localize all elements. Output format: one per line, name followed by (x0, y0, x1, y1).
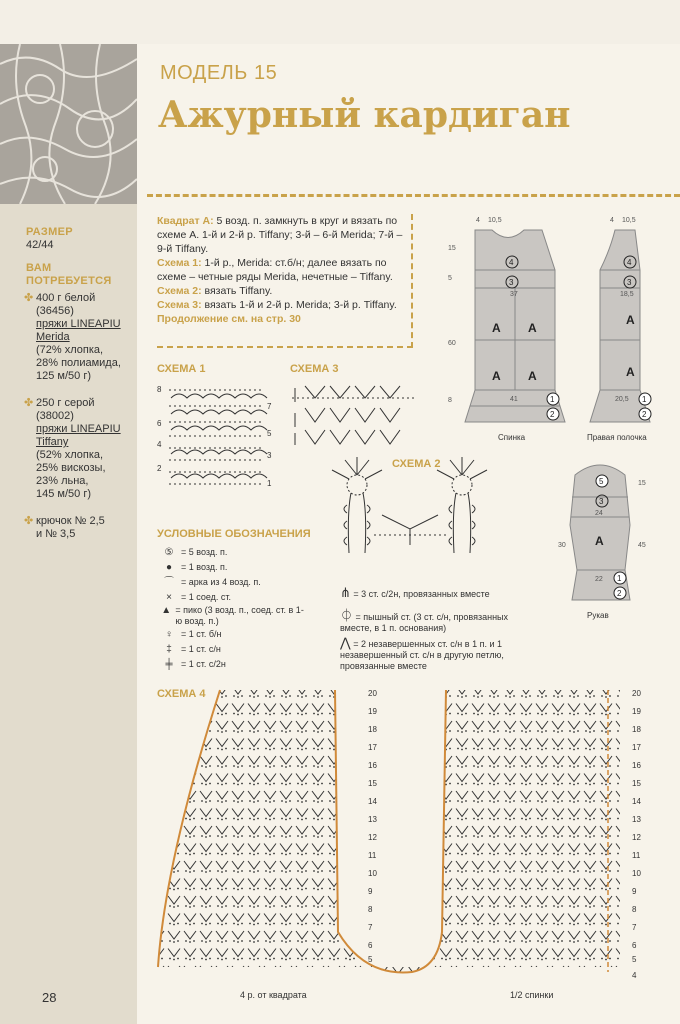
legend-heading: УСЛОВНЫЕ ОБОЗНАЧЕНИЯ (157, 528, 311, 540)
scheme4-heading: СХЕМА 4 (157, 688, 206, 700)
svg-text:7: 7 (368, 923, 373, 932)
svg-text:Правая полочка: Правая полочка (587, 433, 647, 442)
svg-text:5: 5 (599, 477, 604, 486)
needs-heading: ВАМ ПОТРЕБУЕТСЯ (26, 262, 112, 287)
svg-text:Спинка: Спинка (498, 433, 526, 442)
svg-text:А: А (626, 313, 635, 327)
scheme1-chart (157, 378, 277, 498)
svg-text:20,5: 20,5 (615, 396, 629, 403)
chain-icon: ● (165, 562, 173, 573)
svg-text:19: 19 (368, 707, 377, 716)
svg-text:5: 5 (267, 429, 272, 438)
scheme3-chart (290, 378, 420, 448)
svg-text:14: 14 (368, 797, 377, 806)
svg-text:5: 5 (448, 275, 452, 282)
pattern-pieces-top (440, 210, 665, 450)
svg-text:7: 7 (267, 402, 272, 411)
yarn-white: ✤ 400 г белой (36456) пряжи LINEAPIU Merida (72% хлопка, 28% полиамида, 125 м/50 г) (24, 292, 121, 382)
svg-text:24: 24 (595, 510, 603, 517)
svg-text:А: А (626, 365, 635, 379)
svg-text:60: 60 (448, 340, 456, 347)
svg-text:13: 13 (368, 815, 377, 824)
svg-text:16: 16 (368, 761, 377, 770)
pattern-sleeve (550, 455, 660, 625)
arch-icon: ⌒ (164, 577, 174, 588)
five-chain-icon: ⑤ (164, 547, 174, 558)
svg-text:1: 1 (550, 395, 555, 404)
svg-text:11: 11 (368, 851, 377, 860)
svg-text:6: 6 (157, 419, 162, 428)
svg-text:9: 9 (368, 887, 373, 896)
svg-text:12: 12 (632, 833, 641, 842)
svg-text:5: 5 (632, 955, 637, 964)
svg-text:12: 12 (368, 833, 377, 842)
svg-text:17: 17 (632, 743, 641, 752)
svg-text:37: 37 (510, 291, 518, 298)
svg-text:1: 1 (267, 479, 272, 488)
svg-text:15: 15 (448, 245, 456, 252)
scheme4-right-caption: 1/2 спинки (510, 990, 554, 1000)
svg-text:А: А (528, 321, 537, 335)
svg-text:2: 2 (617, 589, 622, 598)
svg-text:16: 16 (632, 761, 641, 770)
svg-text:7: 7 (632, 923, 637, 932)
svg-text:8: 8 (632, 905, 637, 914)
svg-text:А: А (492, 369, 501, 383)
svg-text:30: 30 (558, 542, 566, 549)
lace-photo-image (0, 44, 137, 204)
svg-text:9: 9 (632, 887, 637, 896)
svg-text:4: 4 (476, 217, 480, 224)
svg-text:1: 1 (642, 395, 647, 404)
svg-text:10,5: 10,5 (488, 217, 502, 224)
svg-text:Рукав: Рукав (587, 611, 609, 620)
scheme2-chart (312, 455, 522, 565)
svg-text:8: 8 (448, 397, 452, 404)
svg-text:15: 15 (638, 480, 646, 487)
svg-text:А: А (492, 321, 501, 335)
svg-text:3: 3 (627, 278, 632, 287)
svg-text:5: 5 (368, 955, 373, 964)
dc3tog-icon: ⋀ (340, 635, 351, 650)
svg-text:4: 4 (610, 217, 614, 224)
picot-icon: ▲ (161, 605, 172, 616)
svg-text:45: 45 (638, 542, 646, 549)
scheme3-heading: СХЕМА 3 (290, 363, 339, 375)
svg-text:4: 4 (509, 258, 514, 267)
svg-text:3: 3 (267, 451, 272, 460)
scheme4-chart (150, 682, 660, 982)
svg-text:3: 3 (599, 497, 604, 506)
tr-icon: ╪ (165, 659, 173, 670)
tr3tog-icon: ⋔ (340, 585, 351, 600)
svg-text:15: 15 (368, 779, 377, 788)
svg-text:1: 1 (617, 574, 622, 583)
puff-icon: ⏀ (340, 608, 354, 623)
svg-text:15: 15 (632, 779, 641, 788)
svg-text:6: 6 (632, 941, 637, 950)
svg-text:А: А (528, 369, 537, 383)
svg-text:14: 14 (632, 797, 641, 806)
scheme4-left-caption: 4 р. от квадрата (240, 990, 307, 1000)
lace-photo (0, 44, 137, 204)
svg-text:10: 10 (632, 869, 641, 878)
scheme1-heading: СХЕМА 1 (157, 363, 206, 375)
top-band (0, 0, 680, 44)
svg-text:6: 6 (368, 941, 373, 950)
svg-text:18: 18 (368, 725, 377, 734)
svg-text:18: 18 (632, 725, 641, 734)
svg-text:20: 20 (368, 689, 377, 698)
svg-text:2: 2 (550, 410, 555, 419)
size-heading: РАЗМЕР (26, 226, 73, 238)
svg-text:13: 13 (632, 815, 641, 824)
materials-sidebar (0, 204, 137, 1024)
legend-right-2: ⏀ = пышный ст. (3 ст. с/н, провязанных вместе, в 1 п. основания) (340, 608, 509, 633)
svg-text:11: 11 (632, 851, 641, 860)
svg-text:8: 8 (157, 385, 162, 394)
svg-text:18,5: 18,5 (620, 291, 634, 298)
scheme2-heading: СХЕМА 2 (392, 458, 441, 470)
svg-text:4: 4 (632, 971, 637, 980)
legend-list: ⑤ = 5 возд. п. ● = 1 возд. п. ⌒ = арка из 4 возд. п. × = 1 соед. ст. ▲ = пико (3 возд. п., соед. ст. в 1-ю возд. п.) ♀ = 1 ст. б/н ‡ = 1 ст. с/н ╪ = 1 ст. с/2н (157, 545, 307, 672)
svg-text:17: 17 (368, 743, 377, 752)
size-value: 42/44 (26, 239, 54, 251)
svg-text:2: 2 (642, 410, 647, 419)
svg-text:19: 19 (632, 707, 641, 716)
sc-icon: ♀ (165, 629, 173, 640)
svg-text:22: 22 (595, 576, 603, 583)
svg-text:3: 3 (509, 278, 514, 287)
svg-text:41: 41 (510, 396, 518, 403)
instructions-text: Квадрат А: 5 возд. п. замкнуть в круг и вязать по схеме А. 1-й и 2-й р. Tiffany; 3-й – 6-й Merida; 7-й – 9-й Tiffany. Схема 1: 1-й р., Merida: ст.б/н; далее вязать по схеме – четные ряды Merida, нечетные – Tiffany. Схема 2: вязать Tiffany. Схема 3: вязать 1-й и 2-й р. Merida; 3-й р. Tiffany. Продолжение см. на стр. 30 (157, 214, 413, 348)
svg-text:10,5: 10,5 (622, 217, 636, 224)
svg-text:10: 10 (368, 869, 377, 878)
svg-text:4: 4 (157, 440, 162, 449)
svg-text:2: 2 (157, 464, 162, 473)
model-number: МОДЕЛЬ 15 (160, 62, 278, 84)
svg-text:А: А (595, 534, 604, 548)
title-divider (147, 194, 680, 197)
svg-text:20: 20 (632, 689, 641, 698)
slip-stitch-icon: × (166, 592, 172, 603)
yarn-grey: ✤ 250 г серой (38002) пряжи LINEAPIU Tiffany (52% хлопка, 25% вискозы, 23% льна, 145 м/50 г) (24, 397, 121, 500)
svg-text:4: 4 (627, 258, 632, 267)
page-number: 28 (42, 990, 57, 1005)
legend-right-1: ⋔ = 3 ст. с/2н, провязанных вместе (340, 585, 490, 600)
dc-icon: ‡ (166, 644, 172, 655)
hook: ✤ крючок № 2,5 и № 3,5 (24, 515, 105, 540)
svg-text:8: 8 (368, 905, 373, 914)
legend-right-3: ⋀ = 2 незавершенных ст. с/н в 1 п. и 1 незавершенный ст. с/н в другую петлю, провязанные вместе (340, 635, 504, 671)
page-title: Ажурный кардиган (158, 94, 571, 136)
